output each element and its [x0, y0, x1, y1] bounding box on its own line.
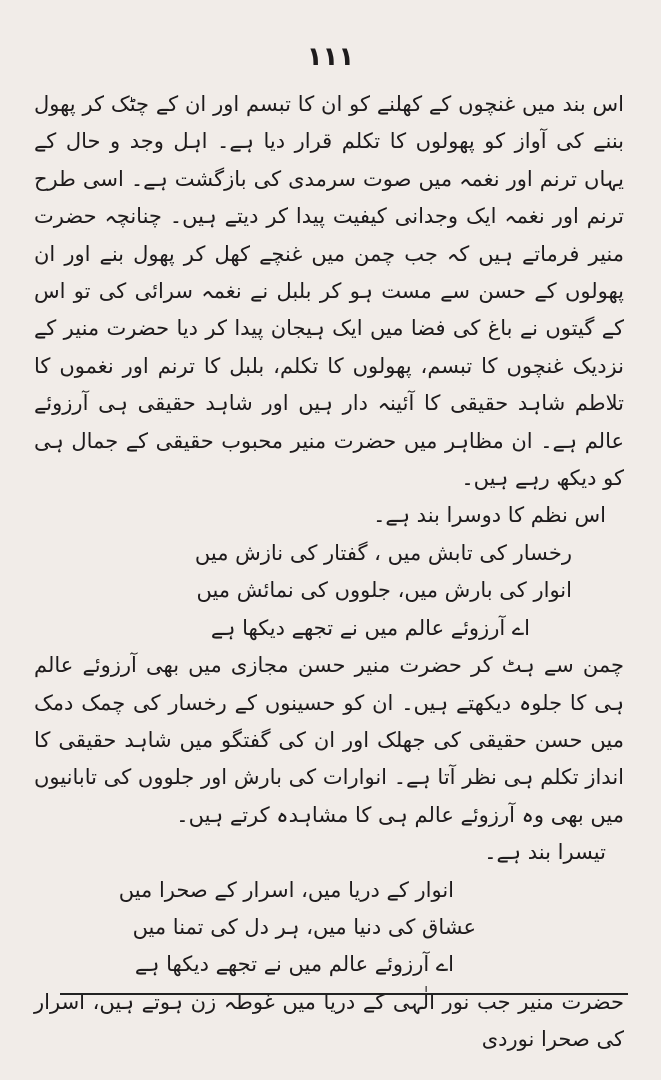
- footer-rule: [60, 993, 628, 995]
- paragraph-2: چمن سے ہٹ کر حضرت منیر حسن مجازی میں بھی آرزوئے عالم ہی کا جلوہ دیکھتے ہیں۔ ان کو حسینوں کے رخسار کی چمک دمک میں حسن حقیقی کی جھلک اور ان کی گفتگو میں شاہد حقیقی کا انداز تکلم ہی نظر آتا ہے۔ انوارات کی بارش اور جلووں کی تابانیوں میں بھی وہ آرزوئے عالم ہی کا مشاہدہ کرتے ہیں۔: [34, 653, 624, 827]
- stanza-3-line-2: عشاق کی دنیا میں، ہر دل کی تمنا میں: [132, 914, 476, 939]
- stanza-2-line-2: انوار کی بارش میں، جلووں کی نمائش میں: [196, 578, 572, 603]
- paragraph-1: اس بند میں غنچوں کے کھلنے کو ان کا تبسم اور ان کے چٹک کر پھول بننے کی آواز کو پھولوں کا تکلم قرار دیا ہے۔ اہل وجد و حال کے یہاں ترنم اور نغمہ میں صوت سرمدی کی بازگشت ہے۔ اسی طرح ترنم اور نغمہ ایک وجدانی کیفیت پیدا کر دیتے ہیں۔ چنانچہ حضرت منیر فرماتے ہیں کہ جب چمن میں غنچے کھل کر پھول بنے اور ان پھولوں کے حسن سے مست ہو کر بلبل نے نغمہ سرائی کی تو اس کے گیتوں نے باغ کی فضا میں ایک ہیجان پیدا کر دیا حضرت منیر کے نزدیک غنچوں کا تبسم، پھولوں کا تکلم، بلبل کا ترنم اور نغموں کا تلاطم شاہد حقیقی کا آئینہ دار ہیں اور شاہد حقیقی ہی آرزوئے عالم ہے۔ ان مظاہر میں حضرت منیر محبوب حقیقی کے جمال ہی کو دیکھ رہے ہیں۔: [34, 92, 624, 491]
- page-number: ۱۱۱: [306, 42, 355, 72]
- stanza-3-label: تیسرا بند ہے۔: [484, 840, 606, 865]
- stanza-2-line-1: رخسار کی تابش میں ، گفتار کی نازش میں: [194, 540, 572, 565]
- stanza-2-line-3: اے آرزوئے عالم میں نے تجھے دیکھا ہے: [210, 615, 530, 640]
- stanza-3-line-3: اے آرزوئے عالم میں نے تجھے دیکھا ہے: [134, 952, 454, 977]
- stanza-3-line-1: انوار کے دریا میں، اسرار کے صحرا میں: [118, 877, 454, 902]
- stanza-2-label: اس نظم کا دوسرا بند ہے۔: [373, 503, 606, 528]
- page-body: [34, 86, 624, 1059]
- paragraph-3: حضرت منیر جب نور الٰہی کے دریا میں غوطہ زن ہوتے ہیں، اسرار کی صحرا نوردی: [34, 989, 624, 1052]
